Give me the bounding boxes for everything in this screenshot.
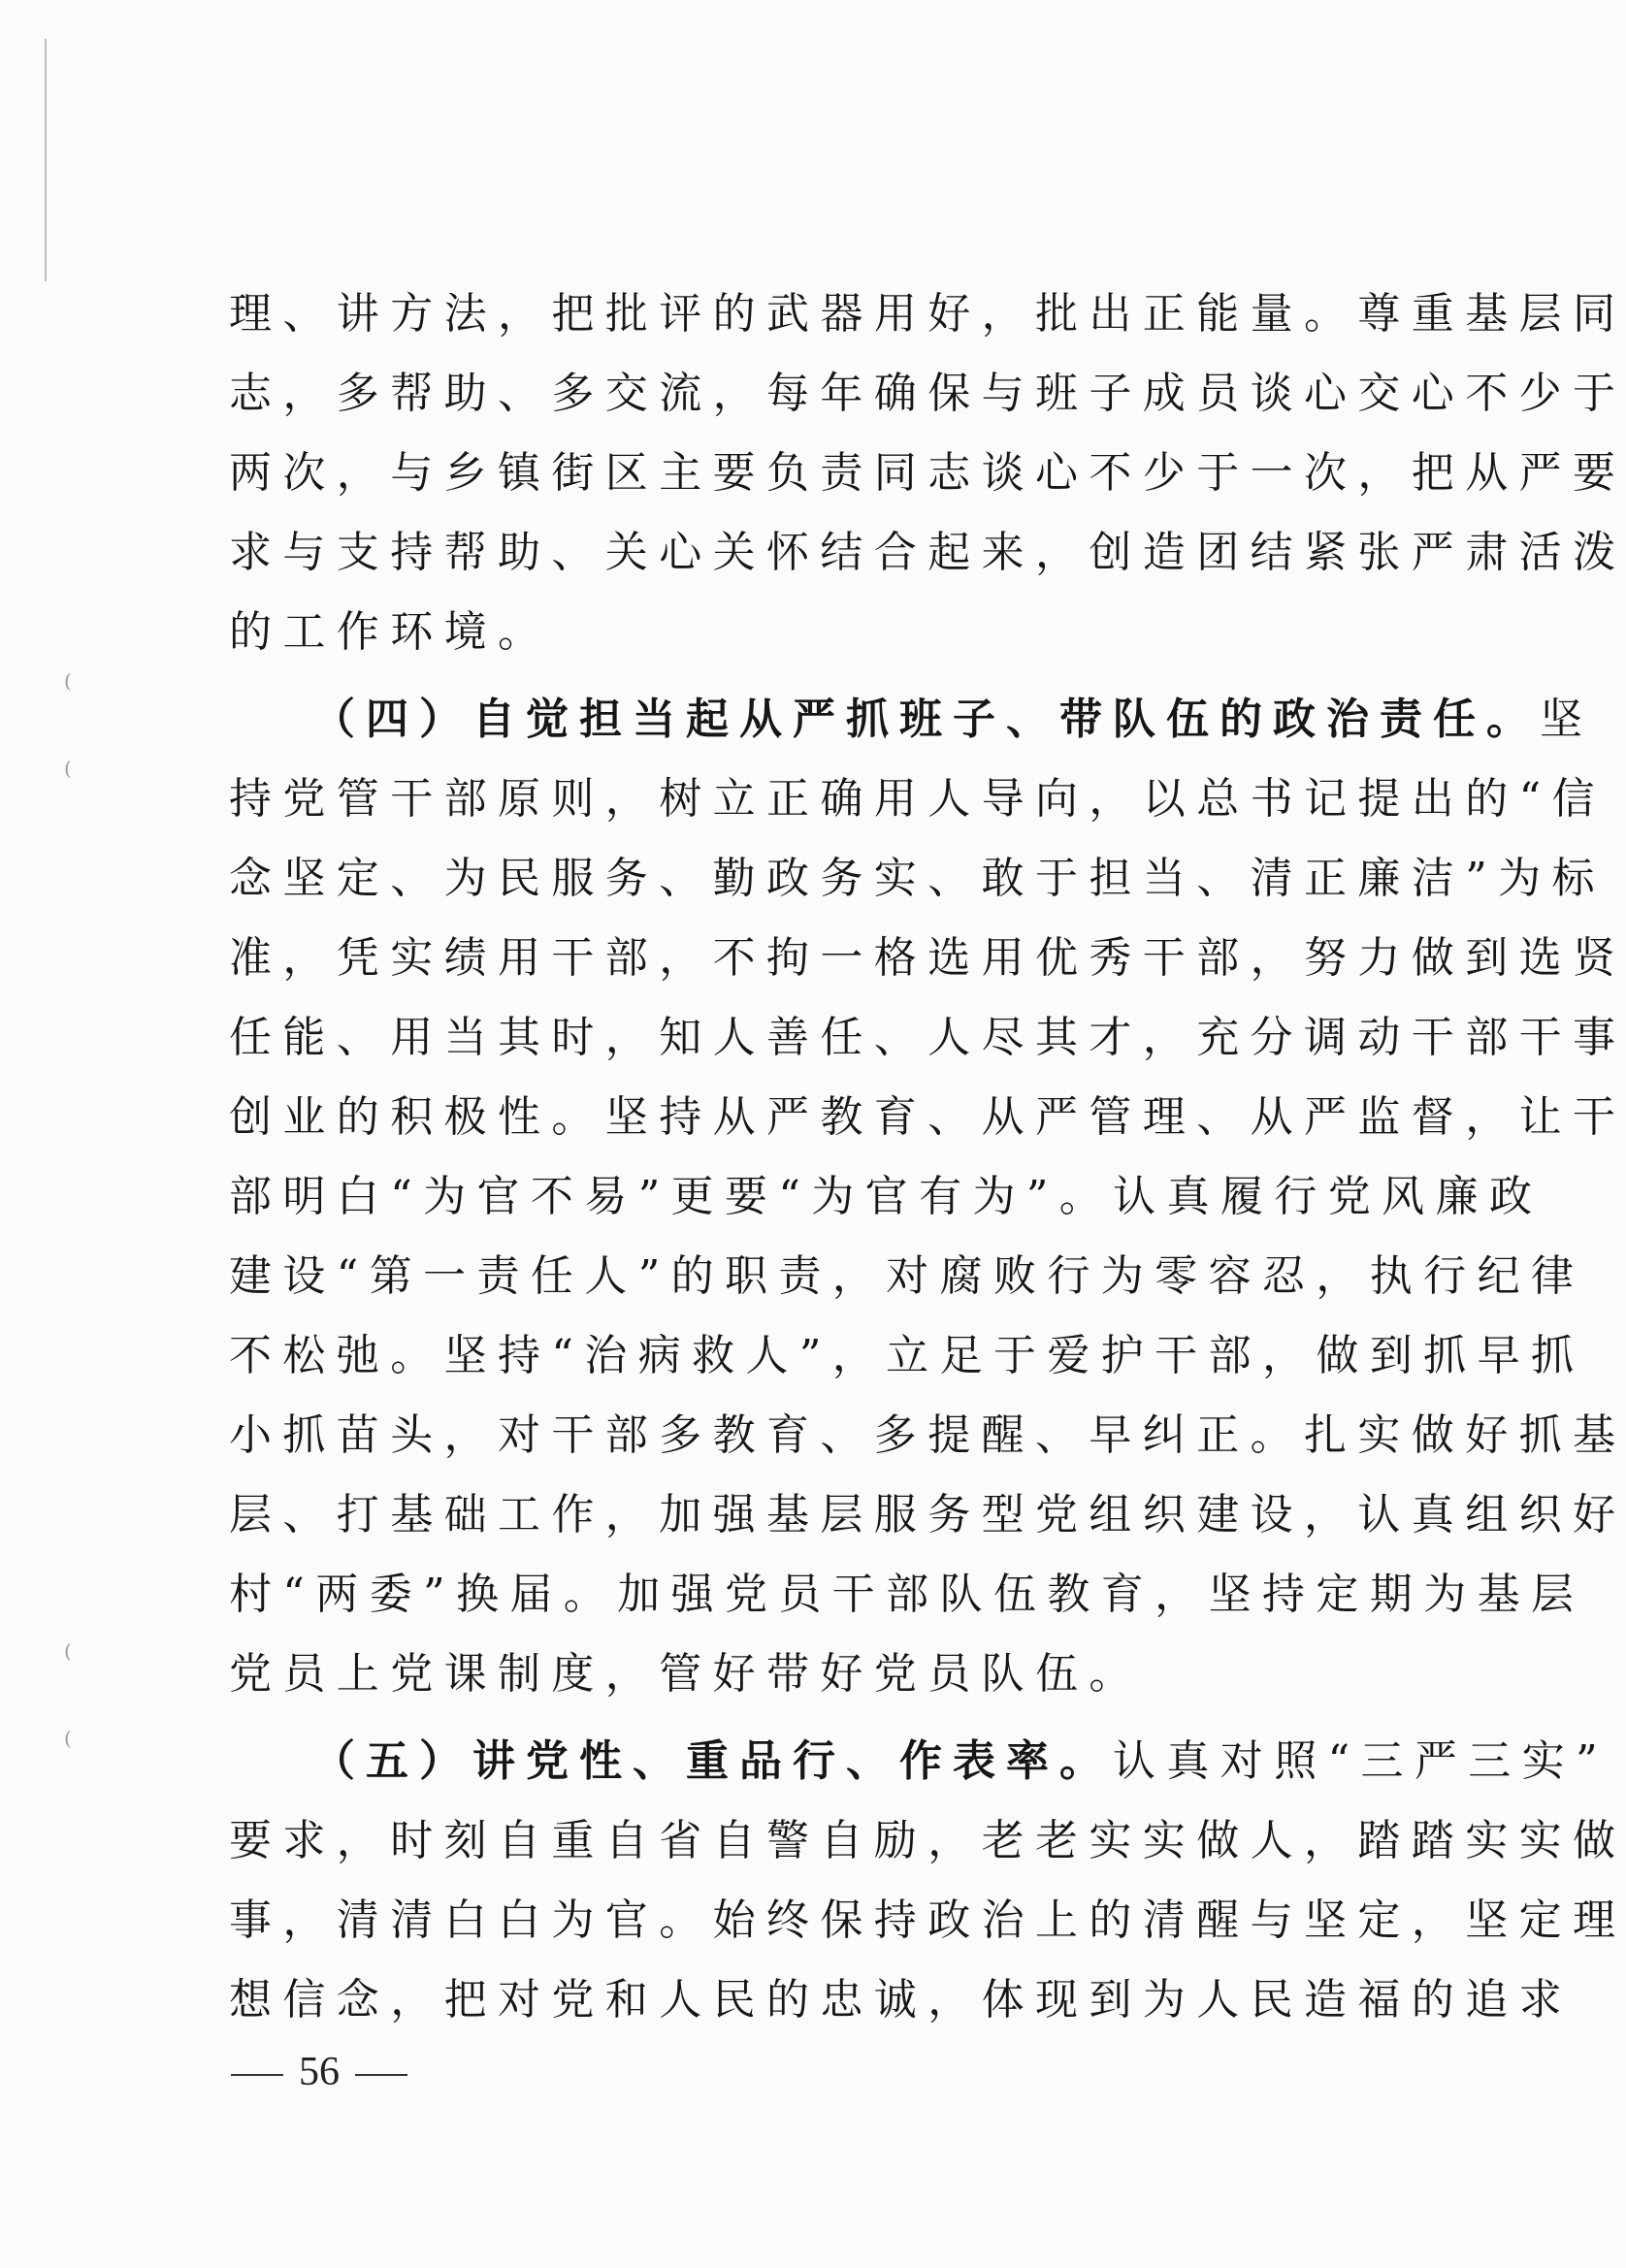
text-line: 念坚定、为民服务、勤政务实、敢于担当、清正廉洁”为标 [229,854,1606,903]
text-line: 求与支持帮助、关心关怀结合起来，创造团结紧张严肃活泼 [229,528,1626,577]
footer-dash [231,2074,283,2076]
text-line: 村“两委”换届。加强党员干部队伍教育，坚持定期为基层 [229,1570,1585,1619]
page-footer [215,2049,423,2095]
section-heading: （五）讲党性、重品行、作表率。 [312,1736,1113,1786]
text-line: 要求，时刻自重自省自警自励，老老实实做人，踏踏实实做 [229,1816,1626,1865]
body-text [229,275,1626,2040]
text-line: 层、打基础工作，加强基层服务型党组织建设，认真组织好 [229,1490,1626,1539]
text-line: 任能、用当其时，知人善任、人尽其才，充分调动干部干事 [229,1013,1626,1062]
text-line: 建设“第一责任人”的职责，对腐败行为零容忍，执行纪律 [229,1251,1585,1301]
paragraph-first-line [229,1722,1609,1801]
section-heading: （四）自觉担当起从严抓班子、带队伍的政治责任。 [312,695,1540,744]
footer-dash [355,2074,407,2076]
text-line: 两次，与乡镇街区主要负责同志谈心不少于一次，把从严要 [229,448,1626,498]
text-line: 创业的积极性。坚持从严教育、从严管理、从严监督，让干 [229,1092,1626,1142]
heading-tail: 认真对照“三严三实” [1113,1736,1609,1786]
page-number: 56 [299,2050,340,2094]
text-line: 党员上党课制度，管好带好党员队伍。 [229,1649,1143,1699]
text-line: 志，多帮助、多交流，每年确保与班子成员谈心交心不少于 [229,369,1626,418]
binding-hole-mark: ( [64,1727,72,1750]
text-line: 事，清清白白为官。始终保持政治上的清醒与坚定，坚定理 [229,1895,1626,1945]
binding-line [45,39,47,281]
text-line: 不松弛。坚持“治病救人”，立足于爱护干部，做到抓早抓 [229,1331,1585,1380]
paragraph-first-line [229,680,1594,760]
text-line: 准，凭实绩用干部，不拘一格选用优秀干部，努力做到选贤 [229,933,1626,983]
heading-tail: 坚 [1540,695,1594,744]
text-line: 持党管干部原则，树立正确用人导向，以总书记提出的“信 [229,774,1606,824]
text-line: 想信念，把对党和人民的忠诚，体现到为人民造福的追求 [229,1975,1573,2025]
binding-hole-mark: ( [64,669,72,693]
binding-hole-mark: ( [64,757,72,780]
binding-hole-mark: ( [64,1639,72,1663]
text-line: 理、讲方法，把批评的武器用好，批出正能量。尊重基层同 [229,289,1626,339]
text-line: 部明白“为官不易”更要“为官有为”。认真履行党风廉政 [229,1172,1544,1221]
text-line: 的工作环境。 [229,607,552,657]
text-line: 小抓苗头，对干部多教育、多提醒、早纠正。扎实做好抓基 [229,1410,1626,1460]
